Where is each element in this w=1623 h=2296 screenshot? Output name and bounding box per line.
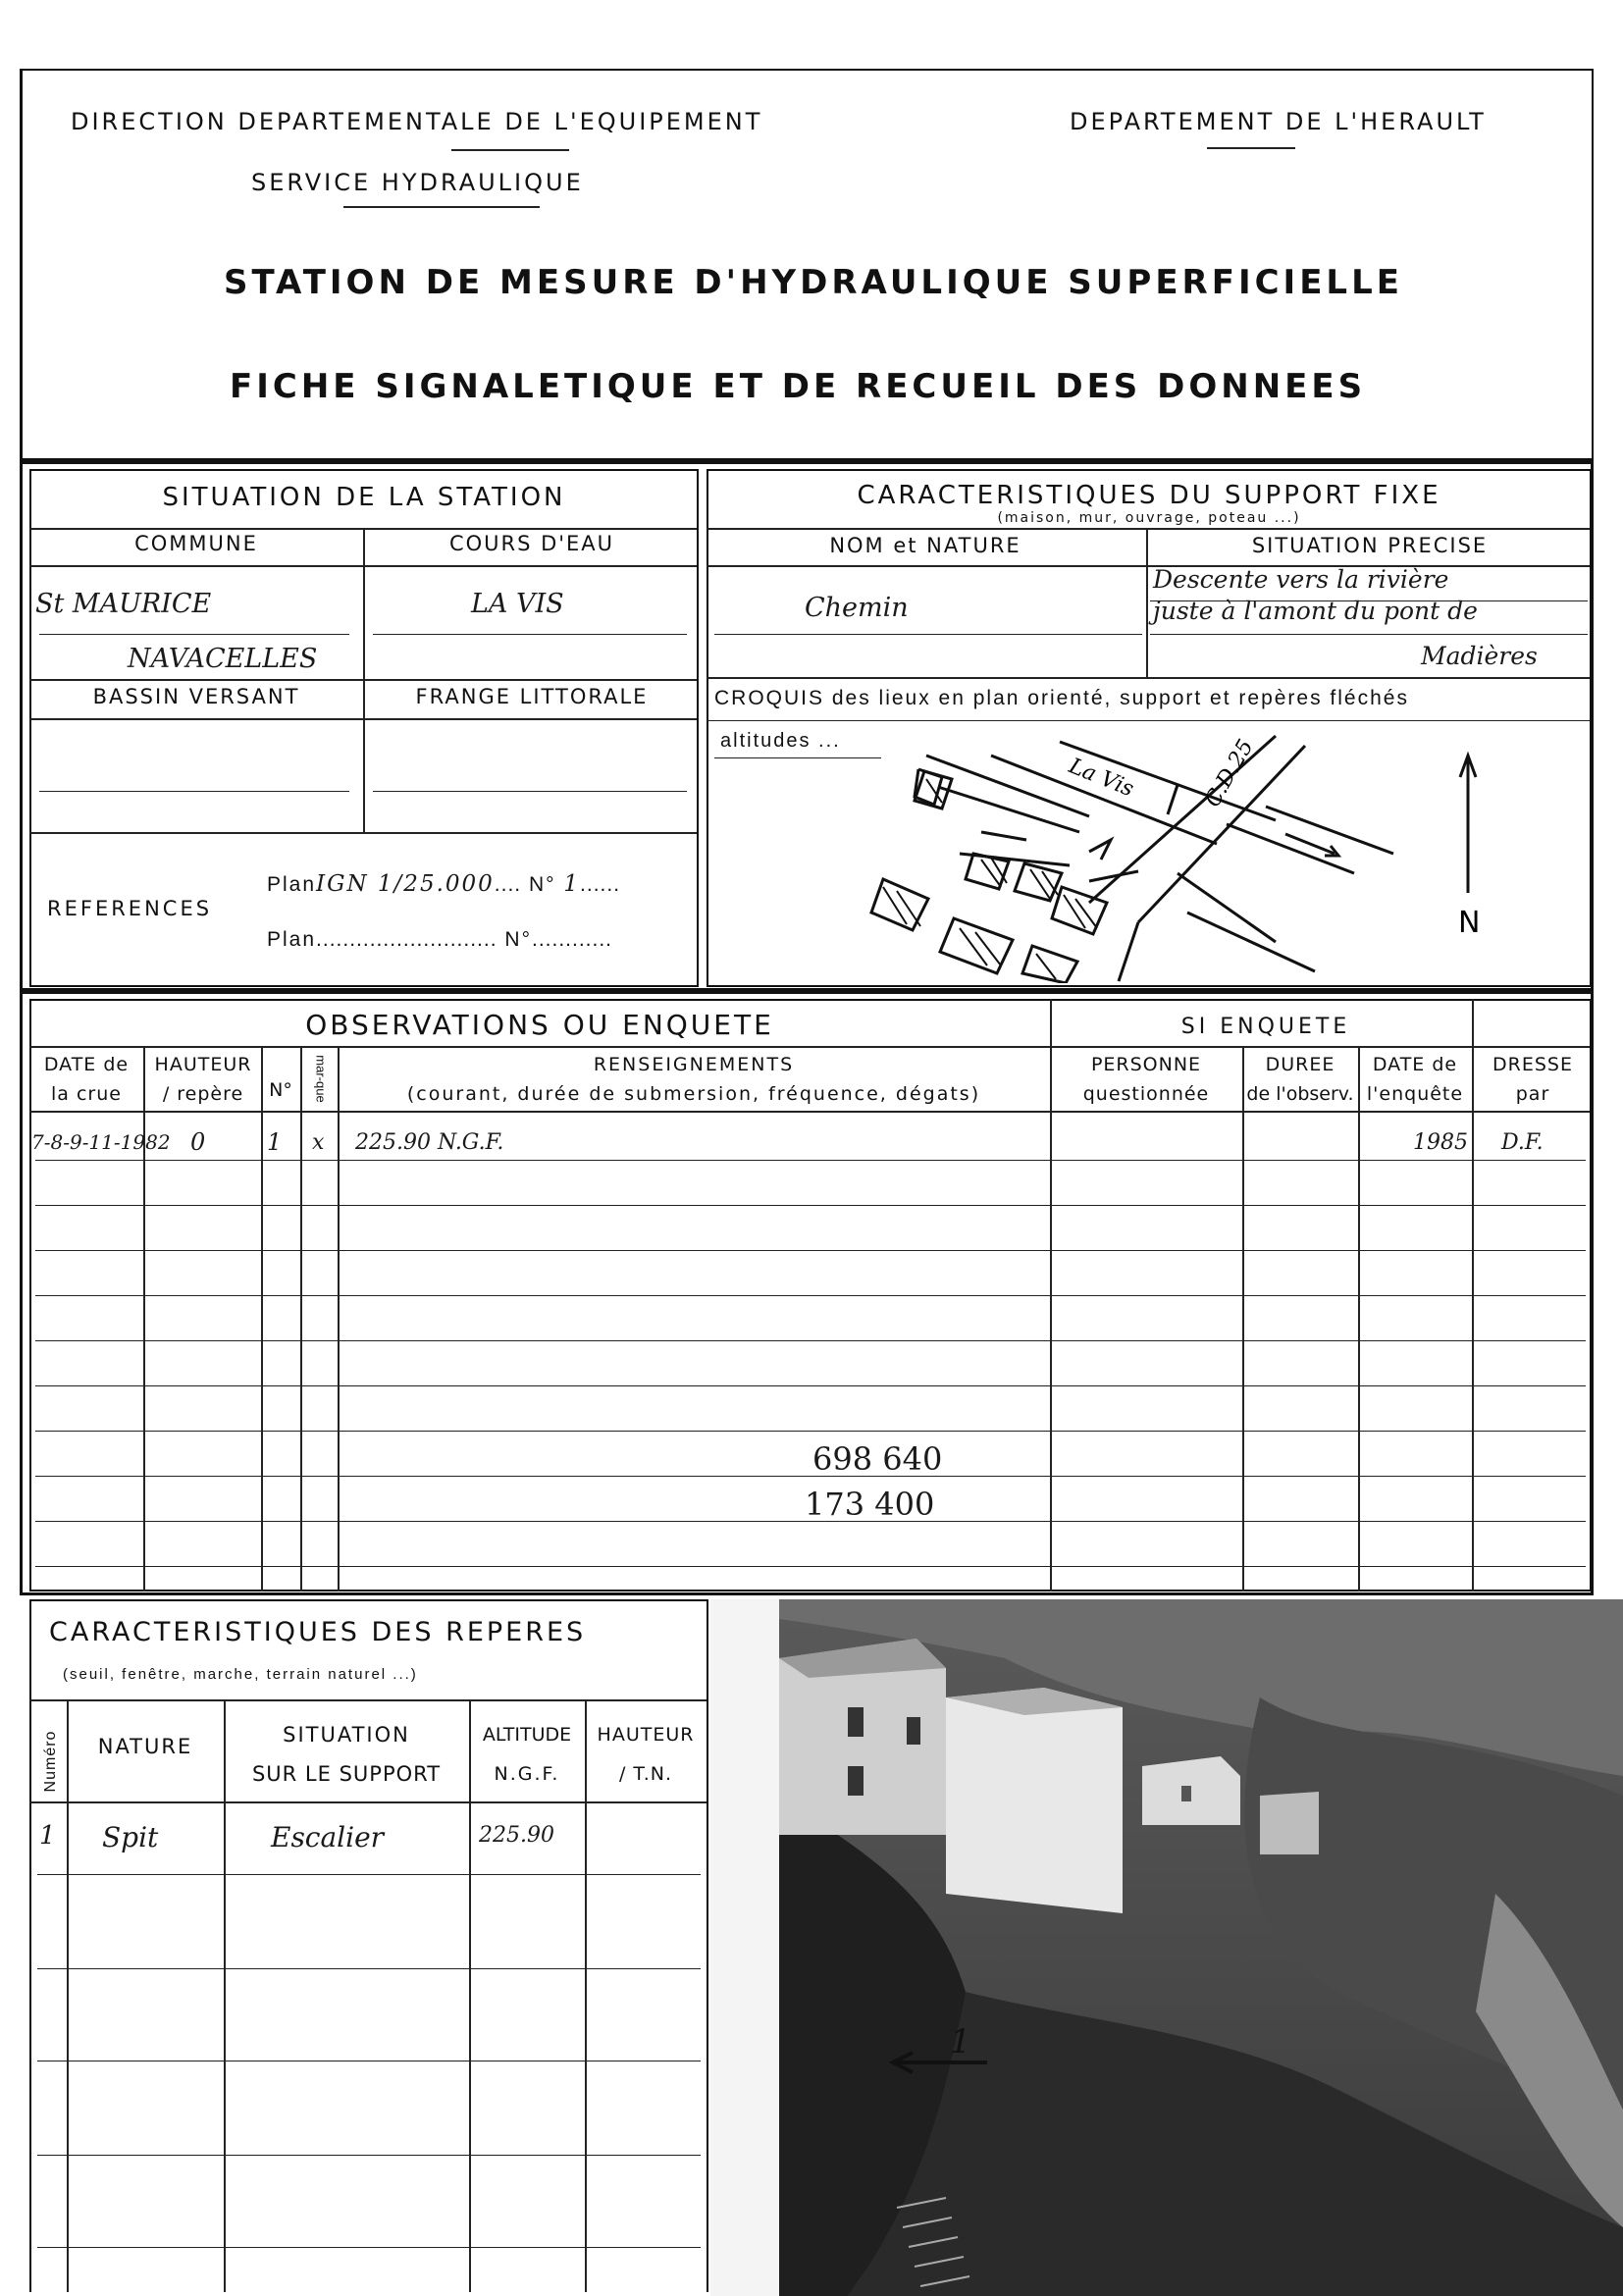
situation-heading: SITUATION DE LA STATION (162, 483, 566, 512)
nom-value: Chemin (805, 593, 909, 623)
situation-value-3: Madières (1421, 642, 1538, 670)
col-rens-line2: (courant, durée de submersion, fréquence, dégats) (406, 1083, 981, 1105)
col-duree-line1: DUREE (1265, 1054, 1335, 1075)
rep-row-situation: Escalier (271, 1821, 385, 1853)
support-heading: CARACTERISTIQUES DU SUPPORT FIXE (857, 481, 1441, 510)
plan2-label: Plan (267, 928, 317, 951)
rep-col-situation-line2: SUR LE SUPPORT (251, 1762, 442, 1786)
col-dresse (1474, 1050, 1592, 1109)
obs-row-date-enquete: 1985 (1413, 1130, 1468, 1155)
col-personne-line2: questionnée (1082, 1083, 1210, 1105)
col-marque: mar-que (313, 1055, 329, 1103)
photo-marker-label: 1 (950, 2022, 971, 2061)
support-subheading: (maison, mur, ouvrage, poteau ...) (997, 510, 1301, 526)
col-rens-line1: RENSEIGNEMENTS (593, 1054, 795, 1075)
si-enquete-label: SI ENQUETE (1180, 1015, 1351, 1039)
rep-col-hauteur (585, 1715, 707, 1794)
plan1-no-label: N° (528, 873, 556, 896)
departement-label: DEPARTEMENT DE L'HERAULT (1070, 108, 1487, 135)
rep-col-situation-line1: SITUATION (283, 1723, 410, 1747)
col-hauteur (144, 1050, 262, 1109)
col-dateenq-line2: l'enquête (1366, 1083, 1464, 1105)
service-label: SERVICE HYDRAULIQUE (251, 169, 584, 196)
rep-col-numero: Numéro (42, 1730, 59, 1793)
altitudes-label: altitudes ... (720, 730, 841, 752)
situation-precise-label: SITUATION PRECISE (1251, 534, 1489, 557)
col-dresse-line2: par (1515, 1083, 1550, 1105)
plan1-value: IGN 1/25.000 (316, 871, 495, 897)
direction-label: DIRECTION DEPARTEMENTALE DE L'EQUIPEMENT (71, 108, 763, 135)
situation-value-1: Descente vers la rivière (1153, 565, 1449, 594)
col-hauteur-line2: / repère (162, 1083, 244, 1105)
obs-row-marque: x (312, 1130, 325, 1155)
rep-col-altitude-line1: ALTITUDE (482, 1724, 572, 1746)
frange-label: FRANGE LITTORALE (415, 685, 649, 708)
col-date-crue-line1: DATE de (43, 1054, 130, 1075)
col-date-enquete (1358, 1050, 1472, 1109)
obs-row-date: 7-8-9-11-1982 (31, 1130, 171, 1154)
rep-row-nature: Spit (102, 1821, 159, 1853)
col-date-crue-line2: la crue (51, 1083, 122, 1105)
col-hauteur-line1: HAUTEUR (154, 1054, 252, 1075)
col-dresse-line1: DRESSE (1492, 1054, 1573, 1075)
sketch-road-label: C.D.25 (1200, 735, 1259, 811)
rep-col-altitude (469, 1715, 585, 1794)
obs-row-rens: 225.90 N.G.F. (355, 1130, 504, 1155)
coordinate-y: 173 400 (805, 1486, 935, 1523)
croquis-label: CROQUIS des lieux en plan orienté, support et repères fléchés (714, 687, 1409, 709)
col-no: N° (269, 1079, 292, 1101)
cours-label: COURS D'EAU (448, 532, 615, 555)
coordinate-x: 698 640 (812, 1440, 943, 1478)
col-personne (1052, 1050, 1240, 1109)
situation-value-2: juste à l'amont du pont de (1153, 597, 1478, 625)
rep-col-situation (224, 1715, 469, 1794)
col-renseignements (338, 1050, 1050, 1109)
col-duree-line2: de l'observ. (1246, 1083, 1354, 1105)
references-label: REFERENCES (47, 897, 213, 920)
sketch-river-label: La Vis (1065, 754, 1137, 803)
nom-label: NOM et NATURE (829, 534, 1021, 557)
rep-col-hauteur-line2: / T.N. (618, 1763, 673, 1785)
commune-label: COMMUNE (134, 532, 258, 555)
sub-title: FICHE SIGNALETIQUE ET DE RECUEIL DES DONNEES (230, 367, 1367, 406)
obs-row-hauteur: 0 (190, 1128, 206, 1156)
plan1-row: PlanIGN 1/25.000.... N° 1...... (267, 871, 621, 897)
reperes-heading: CARACTERISTIQUES DES REPERES (49, 1617, 587, 1647)
rep-col-nature: NATURE (97, 1735, 193, 1758)
plan2-no-label: N° (504, 928, 532, 951)
observations-heading: OBSERVATIONS OU ENQUETE (305, 1009, 774, 1041)
col-date-crue (29, 1050, 143, 1109)
reperes-box (29, 1599, 708, 2292)
plan1-no-value: 1 (563, 871, 581, 897)
commune-value-2: NAVACELLES (128, 644, 318, 674)
col-dateenq-line1: DATE de (1372, 1054, 1458, 1075)
commune-value-1: St MAURICE (35, 589, 212, 619)
rep-row-numero: 1 (39, 1821, 56, 1851)
croquis-sketch (844, 726, 1590, 983)
plan1-label: Plan (267, 873, 317, 896)
col-personne-line1: PERSONNE (1090, 1054, 1202, 1075)
plan2-row: Plan........................... N°............ (267, 928, 612, 951)
reperes-subheading: (seuil, fenêtre, marche, terrain naturel ...) (63, 1666, 418, 1683)
obs-row-no: 1 (267, 1128, 283, 1156)
bassin-label: BASSIN VERSANT (92, 685, 300, 708)
col-duree (1242, 1050, 1358, 1109)
rep-col-altitude-line2: N.G.F. (494, 1763, 560, 1785)
cours-value: LA VIS (471, 589, 564, 619)
rep-row-altitude: 225.90 (479, 1823, 554, 1848)
rep-col-hauteur-line1: HAUTEUR (597, 1724, 695, 1746)
obs-row-dresse: D.F. (1501, 1130, 1544, 1155)
station-photo (710, 1599, 1623, 2296)
main-title: STATION DE MESURE D'HYDRAULIQUE SUPERFICIELLE (224, 263, 1403, 302)
sketch-north-label: N (1458, 906, 1481, 940)
